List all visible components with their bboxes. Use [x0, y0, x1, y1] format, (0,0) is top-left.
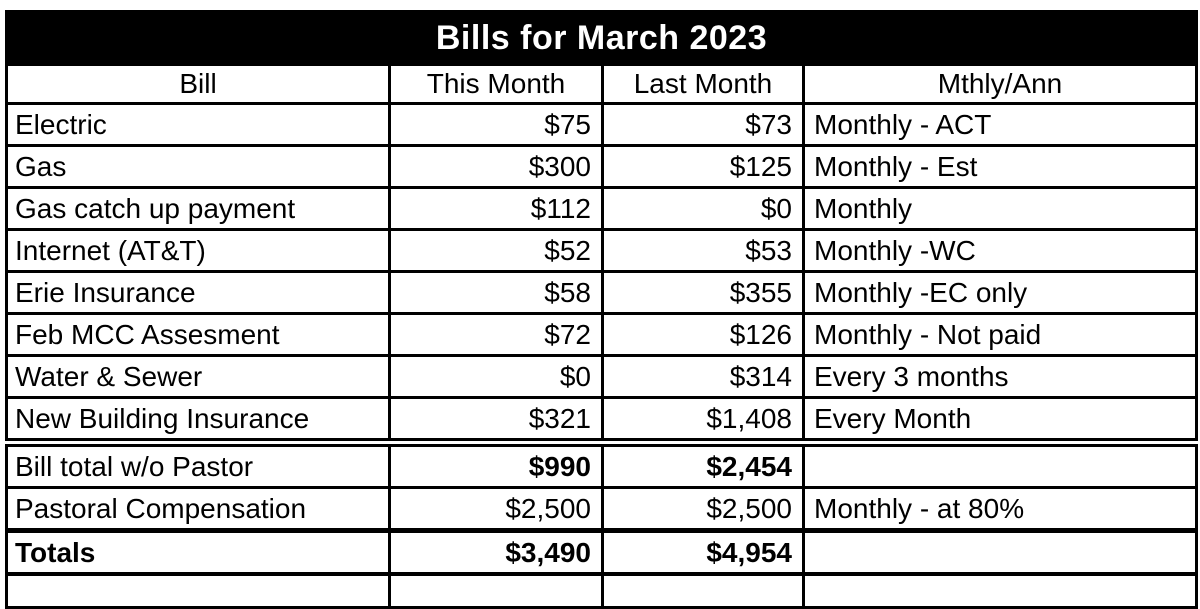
- last-month-cell: $2,500: [603, 488, 804, 531]
- frequency-cell: Every Month: [804, 398, 1197, 443]
- table-header-row: [7, 65, 1197, 104]
- frequency-cell: Monthly: [804, 188, 1197, 230]
- frequency-cell: [804, 574, 1197, 608]
- this-month-cell: $321: [390, 398, 603, 443]
- bill-cell: Internet (AT&T): [7, 230, 390, 272]
- last-month-cell: $125: [603, 146, 804, 188]
- table-row: [7, 230, 1197, 272]
- column-header-last-month: Last Month: [603, 65, 804, 104]
- table-title: Bills for March 2023: [7, 12, 1197, 65]
- table-row: [7, 104, 1197, 146]
- bill-cell: [7, 574, 390, 608]
- bill-cell: New Building Insurance: [7, 398, 390, 443]
- bills-table: [5, 10, 1198, 609]
- last-month-cell: $355: [603, 272, 804, 314]
- totals-row: [7, 531, 1197, 575]
- this-month-cell: $52: [390, 230, 603, 272]
- bill-cell: Feb MCC Assesment: [7, 314, 390, 356]
- this-month-cell: $72: [390, 314, 603, 356]
- partial-cutoff-row: [7, 574, 1197, 608]
- this-month-cell: $112: [390, 188, 603, 230]
- last-month-cell: $73: [603, 104, 804, 146]
- bill-cell: Water & Sewer: [7, 356, 390, 398]
- column-header-this-month: This Month: [390, 65, 603, 104]
- this-month-cell: $3,490: [390, 531, 603, 575]
- frequency-cell: Monthly - Not paid: [804, 314, 1197, 356]
- this-month-cell: $990: [390, 443, 603, 488]
- frequency-cell: [804, 531, 1197, 575]
- frequency-cell: Every 3 months: [804, 356, 1197, 398]
- bill-cell: Gas catch up payment: [7, 188, 390, 230]
- last-month-cell: [603, 574, 804, 608]
- this-month-cell: $300: [390, 146, 603, 188]
- table-row: [7, 272, 1197, 314]
- subtotal-row: [7, 443, 1197, 488]
- table-row: [7, 356, 1197, 398]
- last-month-cell: $4,954: [603, 531, 804, 575]
- bill-cell: Gas: [7, 146, 390, 188]
- table-row: [7, 398, 1197, 443]
- column-header-frequency: Mthly/Ann: [804, 65, 1197, 104]
- bill-cell: Pastoral Compensation: [7, 488, 390, 531]
- table-row: [7, 488, 1197, 531]
- this-month-cell: $75: [390, 104, 603, 146]
- last-month-cell: $1,408: [603, 398, 804, 443]
- last-month-cell: $2,454: [603, 443, 804, 488]
- this-month-cell: $0: [390, 356, 603, 398]
- frequency-cell: Monthly -WC: [804, 230, 1197, 272]
- last-month-cell: $53: [603, 230, 804, 272]
- frequency-cell: Monthly -EC only: [804, 272, 1197, 314]
- bill-cell: Bill total w/o Pastor: [7, 443, 390, 488]
- bill-cell: Electric: [7, 104, 390, 146]
- last-month-cell: $314: [603, 356, 804, 398]
- table-row: [7, 146, 1197, 188]
- frequency-cell: Monthly - at 80%: [804, 488, 1197, 531]
- table-title-row: [7, 12, 1197, 65]
- this-month-cell: [390, 574, 603, 608]
- bill-cell: Totals: [7, 531, 390, 575]
- bill-cell: Erie Insurance: [7, 272, 390, 314]
- frequency-cell: [804, 443, 1197, 488]
- table-row: [7, 314, 1197, 356]
- frequency-cell: Monthly - Est: [804, 146, 1197, 188]
- last-month-cell: $126: [603, 314, 804, 356]
- table-row: [7, 188, 1197, 230]
- column-header-bill: Bill: [7, 65, 390, 104]
- last-month-cell: $0: [603, 188, 804, 230]
- this-month-cell: $58: [390, 272, 603, 314]
- this-month-cell: $2,500: [390, 488, 603, 531]
- frequency-cell: Monthly - ACT: [804, 104, 1197, 146]
